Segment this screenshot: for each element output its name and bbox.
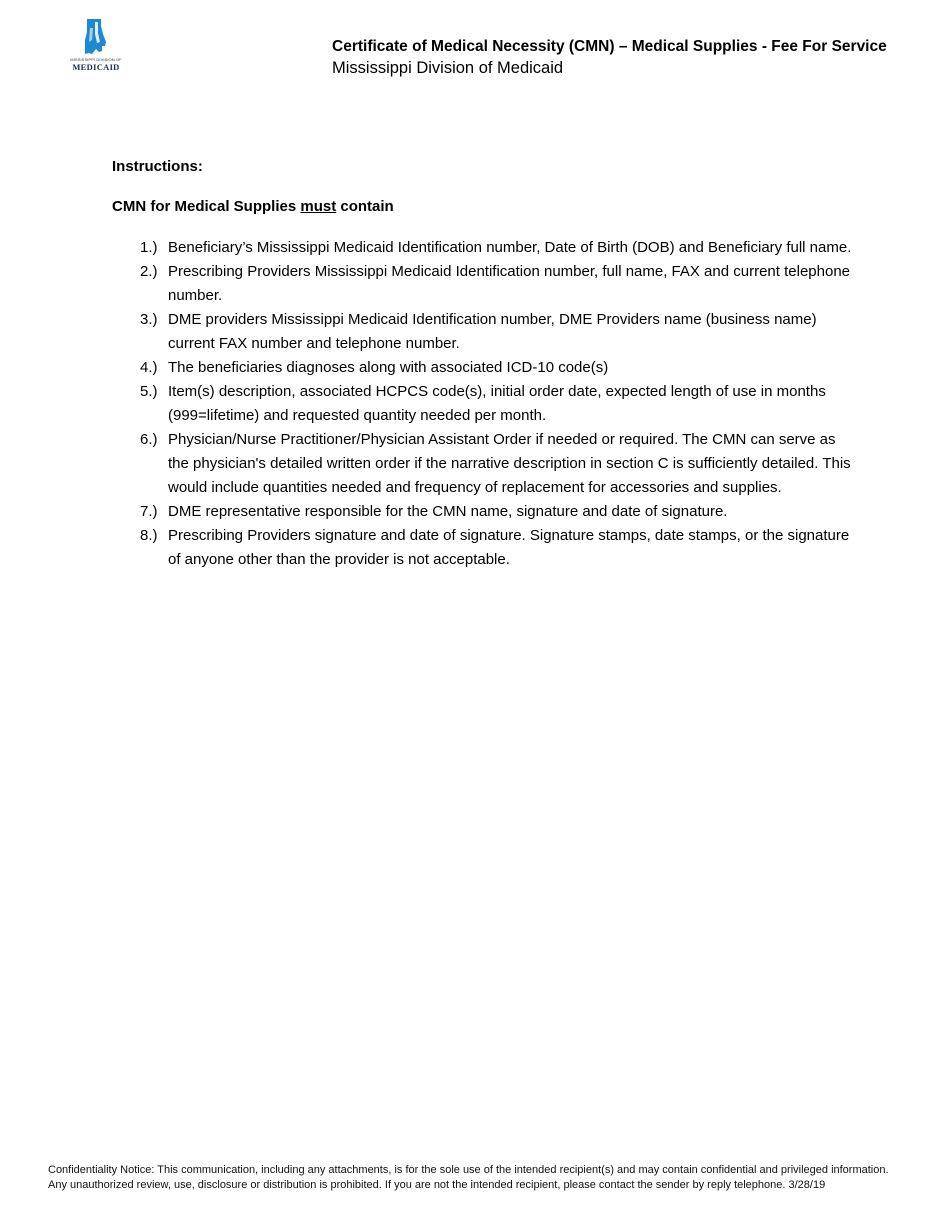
intro-suffix: contain xyxy=(336,198,394,215)
confidentiality-notice: Confidentiality Notice: This communication, including any attachments, is for the sole use of the intended recipient(s) and may contain confidential and privileged information. Any unauthorized review, use, disclosure or distribution is prohibited. If you are not the intended recipient, please contact the sender by reply telephone. 3/28/19 xyxy=(48,1164,889,1191)
list-item-text: Physician/Nurse Practitioner/Physician Assistant Order if needed or required. The CMN can serve as the physician's detailed written order if the narrative description in section C is sufficiently detailed. This would include quantities needed and frequency of replacement for accessories and supplies. xyxy=(168,431,851,496)
requirements-list xyxy=(112,236,852,572)
list-item-text: DME providers Mississippi Medicaid Identification number, DME Providers name (business name) current FAX number and telephone number. xyxy=(168,311,817,352)
list-item xyxy=(112,428,852,500)
list-item xyxy=(112,380,852,428)
list-item-text: Prescribing Providers Mississippi Medicaid Identification number, full name, FAX and current telephone number. xyxy=(168,263,851,304)
list-item xyxy=(112,356,852,380)
intro-prefix: CMN for Medical Supplies xyxy=(112,198,301,215)
logo-wordmark: MEDICAID xyxy=(72,62,120,72)
list-item-text: Prescribing Providers signature and date of signature. Signature stamps, date stamps, or the signature of anyone other than the provider is not acceptable. xyxy=(168,527,850,568)
list-item-text: The beneficiaries diagnoses along with associated ICD-10 code(s) xyxy=(168,359,609,376)
instructions-section xyxy=(112,157,852,572)
document-header xyxy=(332,36,932,80)
list-item-number: 3.) xyxy=(140,311,158,328)
list-item-number: 4.) xyxy=(140,359,158,376)
list-item-text: Beneficiary’s Mississippi Medicaid Identification number, Date of Birth (DOB) and Beneficiary full name. xyxy=(168,239,852,256)
instructions-intro xyxy=(112,197,852,217)
list-item xyxy=(112,236,852,260)
list-item-number: 1.) xyxy=(140,239,158,256)
logo-small-text: MISSISSIPPI DIVISION OF xyxy=(70,57,122,62)
list-item xyxy=(112,500,852,524)
medicaid-logo xyxy=(68,18,124,76)
list-item-number: 6.) xyxy=(140,431,158,448)
list-item-number: 7.) xyxy=(140,503,158,520)
list-item xyxy=(112,524,852,572)
list-item-number: 8.) xyxy=(140,527,158,544)
list-item xyxy=(112,308,852,356)
mississippi-state-icon xyxy=(68,18,124,58)
list-item-text: Item(s) description, associated HCPCS code(s), initial order date, expected length of use in months (999=lifetime) and requested quantity needed per month. xyxy=(168,383,826,424)
list-item-number: 5.) xyxy=(140,383,158,400)
list-item-text: DME representative responsible for the CMN name, signature and date of signature. xyxy=(168,503,728,520)
list-item-number: 2.) xyxy=(140,263,158,280)
instructions-heading: Instructions: xyxy=(112,158,203,175)
list-item xyxy=(112,260,852,308)
intro-emphasis: must xyxy=(300,198,337,215)
document-subtitle: Mississippi Division of Medicaid xyxy=(332,59,564,77)
document-title: Certificate of Medical Necessity (CMN) – Medical Supplies - Fee For Service xyxy=(332,38,887,55)
